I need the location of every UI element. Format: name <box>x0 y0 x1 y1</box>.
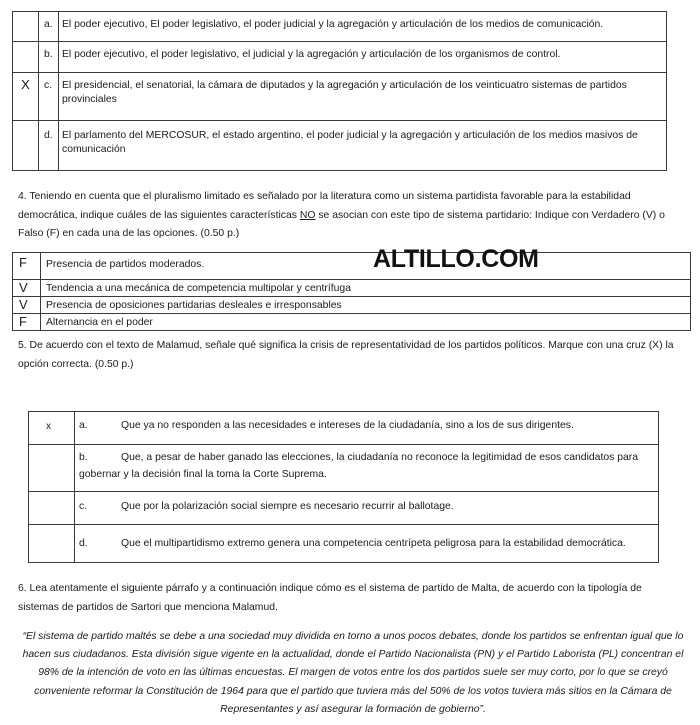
option-row <box>29 412 659 445</box>
tf-row <box>13 280 691 297</box>
answer-mark-cell <box>29 492 75 525</box>
option-row <box>29 525 659 563</box>
option-letter: a. <box>79 420 88 431</box>
option-letter: c. <box>79 501 88 512</box>
option-text: El parlamento del MERCOSUR, el estado argentino, el poder judicial y la agregación y articulación de los medios masivos de comunicación <box>59 121 667 171</box>
option-cell <box>75 445 659 492</box>
option-text: Que por la polarización social siempre es necesario recurrir al ballotage. <box>121 501 454 512</box>
option-text: Que el multipartidismo extremo genera una competencia centrípeta peligrosa para la estabilidad democrática. <box>121 538 626 549</box>
option-cell <box>75 412 659 445</box>
question-5-options-table <box>28 411 659 563</box>
tf-row <box>13 314 691 331</box>
option-row <box>13 121 667 171</box>
answer-mark-cell <box>13 42 39 73</box>
question-4-true-false-table <box>12 252 691 331</box>
option-cell <box>75 525 659 563</box>
answer-mark-cell <box>13 12 39 42</box>
tf-statement: Alternancia en el poder <box>41 314 691 331</box>
option-letter: b. <box>79 452 88 463</box>
tf-answer: F <box>13 253 41 280</box>
answer-mark-cell <box>29 445 75 492</box>
tf-answer: F <box>13 314 41 331</box>
option-row <box>13 42 667 73</box>
option-text: El poder ejecutivo, el poder legislativo, el judicial y la agregación y articulación de los organismos de control. <box>59 42 667 73</box>
option-letter: c. <box>39 73 59 121</box>
option-letter: d. <box>79 538 88 549</box>
option-text: Que, a pesar de haber ganado las elecciones, la ciudadanía no reconoce la legitimidad de esos candidatos para gobernar y la decisión final la toma la Corte Suprema. <box>79 452 638 480</box>
question-4-text-after: se asocian con este tipo de sistema partidario: Indique con Verdadero (V) o Falso (F) en cada una de las opciones. (0.50 p.) <box>18 209 665 239</box>
question-5-text: 5. De acuerdo con el texto de Malamud, señale qué significa la crisis de representatividad de los partidos políticos. Marque con una cruz (X) la opción correcta. (0.50 p.) <box>18 340 674 370</box>
answer-mark-cell: X <box>13 73 39 121</box>
answer-mark-cell <box>29 525 75 563</box>
option-row <box>29 492 659 525</box>
option-letter: b. <box>39 42 59 73</box>
tf-row <box>13 253 691 280</box>
question-4-underlined: NO <box>299 209 316 221</box>
option-letter: a. <box>39 12 59 42</box>
question-6-text: 6. Lea atentamente el siguiente párrafo y a continuación indique cómo es el sistema de partido de Malta, de acuerdo con la tipología de sistemas de partidos de Sartori que menciona Malamud. <box>18 583 642 613</box>
answer-mark-cell <box>13 121 39 171</box>
altillo-watermark: ALTILLO.COM <box>373 245 539 273</box>
option-letter: d. <box>39 121 59 171</box>
option-text: El presidencial, el senatorial, la cámara de diputados y la agregación y articulación de los veinticuatro sistemas de partidos provinciales <box>59 73 667 121</box>
question-4-text <box>18 188 678 244</box>
question-4-text-before: 4. Teniendo en cuenta que el pluralismo limitado es señalado por la literatura como un sistema partidista favorable para la estabilidad democrática, indique cuáles de las siguientes características <box>18 191 631 221</box>
tf-answer: V <box>13 280 41 297</box>
tf-statement: Tendencia a una mecánica de competencia multipolar y centrífuga <box>41 280 691 297</box>
question-3-options-table <box>12 11 667 171</box>
malta-quote: “El sistema de partido maltés se debe a una sociedad muy dividida en torno a unos pocos debates, donde los partidos se enfrentan igual que lo hacen sus ciudadanos. Esta división sigue vigente en la actualidad, donde el Partido Nacionalista (PN) y el Partido Laborista (PL) concentran el 98% de la intención de voto en las últimas encuestas. El margen de votos entre los dos partidos suele ser muy corto, por lo que se creyó conveniente reformar la Constitución de 1964 para que el partido que tuviera más del 50% de los votos tuviera más sitios en la Cámara de Representantes y así asegurar la formación de gobierno”. <box>22 631 684 715</box>
option-row <box>13 12 667 42</box>
tf-answer: V <box>13 297 41 314</box>
tf-row <box>13 297 691 314</box>
option-row <box>13 73 667 121</box>
option-text: El poder ejecutivo, El poder legislativo, el poder judicial y la agregación y articulación de los medios de comunicación. <box>59 12 667 42</box>
answer-mark-cell: x <box>29 412 75 445</box>
tf-statement: Presencia de oposiciones partidarias desleales e irresponsables <box>41 297 691 314</box>
tf-statement: Presencia de partidos moderados. <box>41 253 691 280</box>
option-text: Que ya no responden a las necesidades e intereses de la ciudadanía, sino a los de sus dirigentes. <box>121 420 574 431</box>
option-row <box>29 445 659 492</box>
option-cell <box>75 492 659 525</box>
